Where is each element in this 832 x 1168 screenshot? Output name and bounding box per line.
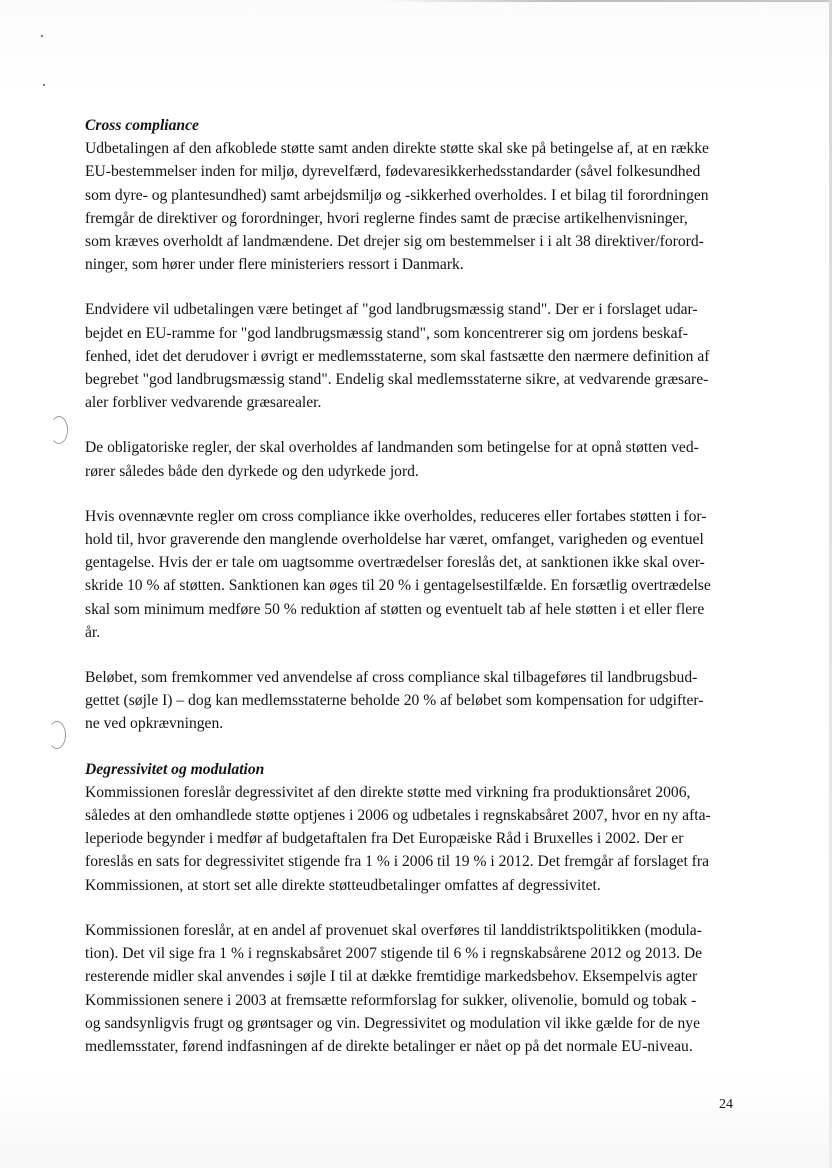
text-line: De obligatoriske regler, der skal overholdes af landmanden som betingelse for at opnå støtten ved- [85, 439, 699, 457]
text-line: ne ved opkrævningen. [85, 715, 224, 733]
text-line: Kommissionen foreslår degressivitet af den direkte støtte med virkning fra produktionsåret 2006, [85, 783, 691, 801]
text-line: Hvis ovennævnte regler om cross compliance ikke overholdes, reduceres eller fortabes støtten i for- [85, 507, 707, 525]
text-line: gettet (søjle I) – dog kan medlemsstaterne beholde 20 % af beløbet som kompensation for udgifter- [85, 692, 704, 710]
page-number: 24 [719, 1097, 733, 1112]
scan-top-edge [380, 0, 832, 2]
text-line: gentagelse. Hvis der er tale om uagtsomme overtrædelser foreslås det, at sanktionen ikke skal over- [85, 554, 705, 572]
text-line: Kommissionen foreslår, at en andel af provenuet skal overføres til landdistriktspolitikken (modula- [85, 921, 702, 939]
scan-speck [43, 84, 45, 86]
text-line: rører således både den dyrkede og den udyrkede jord. [85, 462, 419, 480]
text-line: aler forbliver vedvarende græsarealer. [85, 394, 322, 412]
paragraph [85, 298, 755, 414]
section-heading: Cross compliance [85, 117, 199, 134]
text-line: leperiode begynder i medfør af budgetaftalen fra Det Europæiske Råd i Bruxelles i 2002. Der er [85, 830, 684, 848]
punch-hole-mark [48, 721, 66, 749]
paragraph [85, 505, 755, 644]
text-line: år. [85, 623, 101, 641]
punch-hole-mark [50, 416, 68, 444]
text-line: som kræves overholdt af landmændene. Det drejer sig om bestemmelser i i alt 38 direktiver/forord- [85, 233, 704, 251]
section-heading: Degressivitet og modulation [85, 760, 265, 778]
text-line: foreslås en sats for degressivitet stigende fra 1 % i 2006 til 19 % i 2012. Det fremgår af forslaget fra [85, 853, 709, 871]
text-line: Kommissionen senere i 2003 at fremsætte reformforslag for sukker, olivenolie, bomuld og tobak - [85, 991, 697, 1009]
scan-speck [41, 35, 43, 37]
text-line: medlemsstater, førend indfasningen af de direkte betalinger er nået op på det normale EU-niveau. [85, 1037, 693, 1055]
text-line: ninger, som hører under flere ministeriers ressort i Danmark. [85, 256, 464, 274]
text-line: hold til, hvor graverende den manglende overholdelse har været, omfanget, varigheden og eventuel [85, 531, 704, 549]
text-line: Kommissionen, at stort set alle direkte støtteudbetalinger omfattes af degressivitet. [85, 876, 601, 894]
text-line: resterende midler skal anvendes i søjle I til at dække fremtidige markedsbehov. Eksempelvis agter [85, 968, 698, 986]
paragraph [85, 919, 755, 1058]
text-line: tion). Det vil sige fra 1 % i regnskabsåret 2007 stigende til 6 % i regnskabsårene 2012 og 2013. De [85, 945, 703, 963]
paragraph [85, 436, 755, 482]
text-line: således at den omhandlede støtte optjenes i 2006 og udbetales i regnskabsåret 2007, hvor en ny afta- [85, 807, 711, 825]
text-line: Endvidere vil udbetalingen være betinget af "god landbrugsmæssig stand". Der er i forslaget udar- [85, 301, 698, 319]
paragraph [85, 781, 755, 897]
text-line: bejdet en EU-ramme for "god landbrugsmæssig stand", som koncentrerer sig om jordens beskaf- [85, 324, 688, 342]
text-line: begrebet "god landbrugsmæssig stand". Endelig skal medlemsstaterne sikre, at vedvarende græsare- [85, 371, 709, 389]
text-line: skal som minimum medføre 50 % reduktion af støtten og eventuelt tab af hele støtten i et eller flere [85, 600, 705, 618]
paragraph [85, 137, 755, 276]
text-line: Udbetalingen af den afkoblede støtte samt anden direkte støtte skal ske på betingelse af, at en række [85, 140, 709, 158]
text-line: fremgår de direktiver og forordninger, hvori reglerne findes samt de præcise artikelhenvisninger, [85, 209, 688, 227]
text-line: EU-bestemmelser inden for miljø, dyrevelfærd, fødevaresikkerhedsstandarder (såvel folkesundhed [85, 163, 701, 181]
text-line: som dyre- og plantesundhed) samt arbejdsmiljø og -sikkerhed overholdes. I et bilag til forordningen [85, 186, 709, 204]
text-line: fenhed, idet det derudover i øvrigt er medlemsstaterne, som skal fastsætte den nærmere definition af [85, 347, 710, 365]
text-line: og sandsynligvis frugt og grøntsager og vin. Degressivitet og modulation vil ikke gælde for de nye [85, 1014, 700, 1032]
text-line: Beløbet, som fremkommer ved anvendelse af cross compliance skal tilbageføres til landbrugsbud- [85, 669, 698, 687]
paragraph [85, 666, 755, 736]
document-body [85, 114, 755, 1080]
text-line: skride 10 % af støtten. Sanktionen kan øges til 20 % i gentagelsestilfælde. En forsætlig overtrædelse [85, 577, 711, 595]
